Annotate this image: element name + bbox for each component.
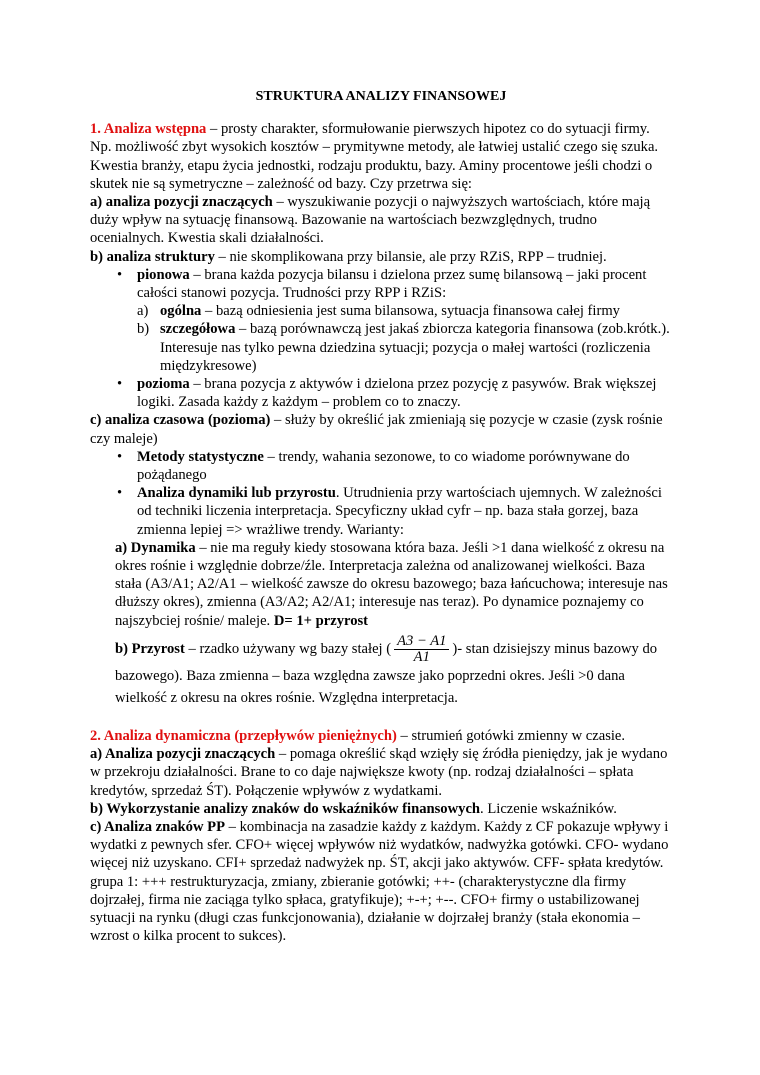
bullet-icon: • (117, 376, 123, 393)
bullet-pionowa: • pionowa – brana każda pozycja bilansu i dzielona przez sumę bilansową – jaki procent całości stanowi pozycja. Trudności przy RPP i RZiS: (117, 266, 647, 302)
bullet-pozioma: • pozioma – brana pozycja z aktywów i dzielona przez pozycję z pasywów. Brak większej logiki. Zasada każdy z każdym – problem co to znaczy. (117, 376, 657, 411)
bullet-icon: • (117, 448, 123, 465)
section2-c: c) Analiza znaków PP – kombinacja na zasadzie każdy z każdym. Każdy z CF pokazuje wpływy i wydatki z pewnych sfer. CFO+ więcej wpływów niż wydatków, nadwyżka gotówki. CFO- wydano więcej niż uzyskano. CFI+ sprzedaż nadwyżek np. ŚT, akcji jako aktywów. CFF- spłata kredytów. (90, 818, 669, 872)
document-title: STRUKTURA ANALIZY FINANSOWEJ (255, 89, 507, 104)
section1-heading: 1. Analiza wstępna (90, 121, 207, 138)
section2-heading: 2. Analiza dynamiczna (przepływów pieniężnych) (90, 727, 397, 744)
dynamika-formula: D= 1+ przyrost (273, 612, 369, 629)
section2-a: a) Analiza pozycji znaczących – pomaga określić skąd wzięły się źródła pieniędzy, jak je wydano w przekroju działalności. Brane to co daje największe kwoty (np. rodzaj działalności – spłata kredytów, sprzedaż ŚT). Połączenie wpływów z wydatkami. (90, 746, 668, 799)
przyrost-paragraph: b) Przyrost – rzadko używany wg bazy stałej ( $\frac{A3 - A1}{A1}$ )- stan dzisiejszy minus bazowy do bazowego). Baza zmienna – baza względna zawsze jako poprzedni okres. Jeśli >0 dana wielkość z okresu na okres rośnie. Względna interpretacja. (115, 632, 658, 706)
document-page (90, 88, 672, 945)
spacer (90, 709, 672, 727)
section1-b: b) analiza struktury – nie skomplikowana przy bilansie, ale przy RZiS, RPP – trudniej. (90, 248, 607, 265)
section2-group1: grupa 1: +++ restrukturyzacja, zmiany, zbieranie gotówki; ++- (charakterystyczne dla firmy dojrzałej, firma nie zaciąga tylko spłaca, gratyfikuje); +-+; +--. CFO+ firmy o ustabilizowanej sytuacji na rynku (długi czas funkcjonowania), działanie w dojrzałej branży (stała ekonomia – wzrost o kilka procent to sukces). (90, 873, 640, 945)
section2-b: b) Wykorzystanie analizy znaków do wskaźników finansowych. Liczenie wskaźników. (90, 800, 617, 817)
bullet-icon: • (117, 266, 123, 283)
section1-intro: 1. Analiza wstępna – prosty charakter, sformułowanie pierwszych hipotez co do sytuacji firmy. Np. możliwość zbyt wysokich kosztów – prymitywne metody, ale łatwiej ustalić czego się szuka. Kwestia branży, etapu życia jednostki, rodzaju produktu, bazy. Aminy procentowe jeśli chodzi o skutek nie są symetryczne – zależność od bazy. Czy przetrwa się: (90, 121, 659, 192)
dynamika-paragraph: a) Dynamika – nie ma reguły kiedy stosowana która baza. Jeśli >1 dana wielkość z okresu na okres rośnie i względnie dobrze/źle. Interpretacja zależna od analizowanej wielkości. Baza stała (A3/A1; A2/A1 – wielkość zawsze do okresu bazowego; baza łańcuchowa; interesuje nas dłuższy okres), zmienna (A3/A2; A2/A1; interesuje nas teraz). Po dynamice poznajemy co najszybciej rośnie/ maleje. D= 1+ przyrost (115, 539, 668, 629)
section1-a: a) analiza pozycji znaczących – wyszukiwanie pozycji o najwyższych wartościach, które mają duży wpływ na sytuację finansową. Bazowanie na wartościach bezwzględnych, trudno ocenialnych. Kwestia skali działalności. (90, 194, 651, 247)
bullet-analiza-dynamiki: • Analiza dynamiki lub przyrostu. Utrudnienia przy wartościach ujemnych. W zależności od techniki liczenia interpretacja. Specyficzny układ cyfr – np. baza stała gorzej, baza zmienna lepiej => wrażliwe trendy. Warianty: (117, 485, 662, 538)
sub-item-szczegolowa: b) szczegółowa – bazą porównawczą jest jakaś zbiorcza kategoria finansowa (zob.krótk.). Interesuje nas tylko pewna dziedzina sytuacji; pozycja o małej wartości (rozliczenia międzykresowe) (137, 321, 670, 374)
section1-c: c) analiza czasowa (pozioma) – służy by określić jak zmieniają się pozycje w czasie (zysk rośnie czy maleje) (90, 412, 663, 447)
sub-item-ogolna: a) ogólna – bazą odniesienia jest suma bilansowa, sytuacja finansowa całej firmy (137, 303, 620, 320)
bullet-metody-statystyczne: • Metody statystyczne – trendy, wahania sezonowe, to co wiadome porównywane do pożądanego (117, 448, 630, 484)
section2-intro: 2. Analiza dynamiczna (przepływów pieniężnych) – strumień gotówki zmienny w czasie. (90, 727, 626, 744)
przyrost-fraction: $\frac{A3 - A1}{A1}$ (394, 634, 449, 665)
bullet-icon: • (117, 485, 123, 502)
